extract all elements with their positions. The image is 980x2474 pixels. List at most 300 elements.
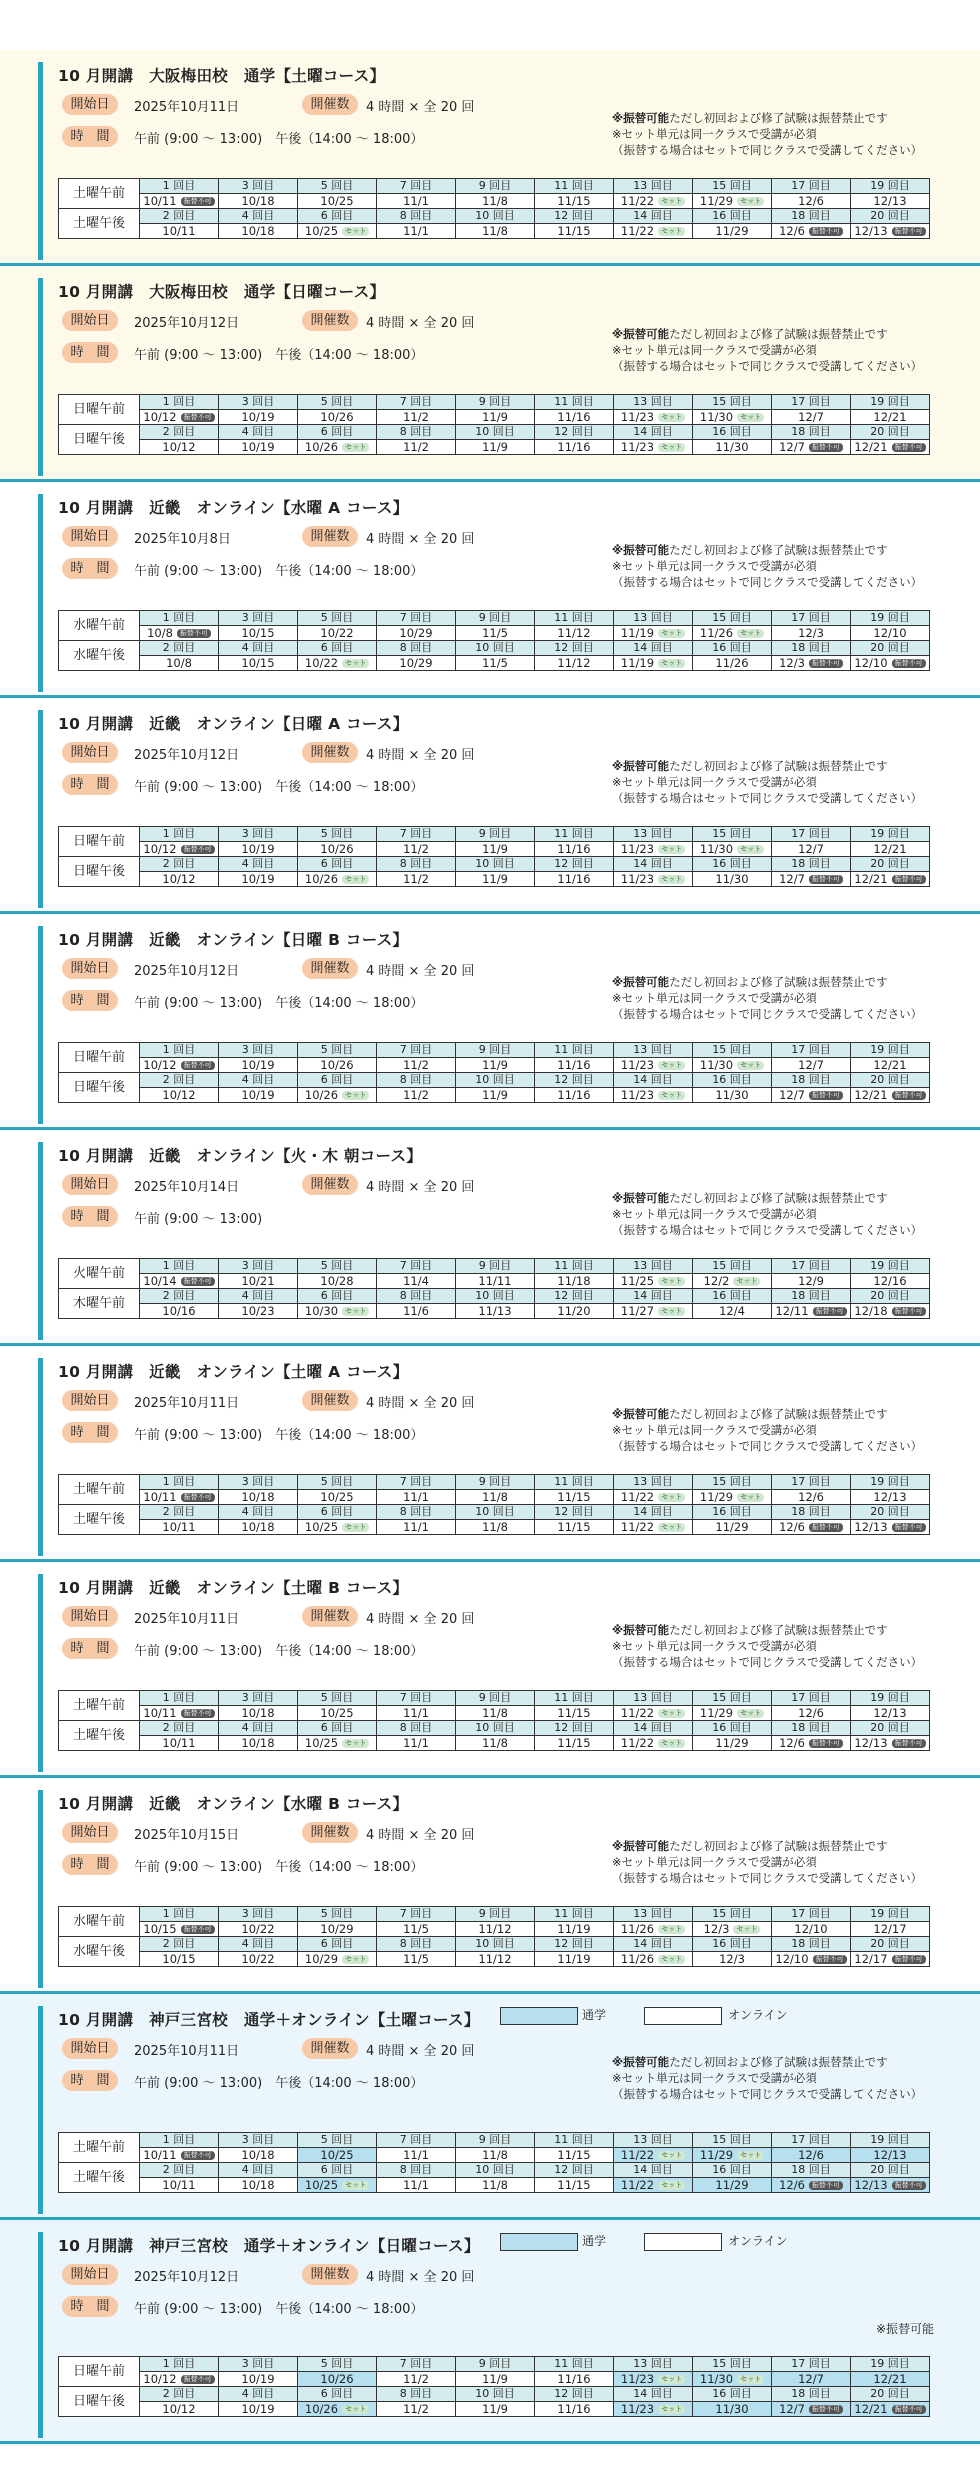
session-date-row <box>59 1304 930 1319</box>
legend-tsugaku-label: 通学 <box>582 2234 607 2248</box>
session-number: 14 回目 <box>614 857 693 872</box>
session-date: 11/30 <box>715 2402 749 2416</box>
session-number: 9 回目 <box>456 611 535 626</box>
set-badge: セット <box>342 1307 369 1316</box>
session-date-cell <box>456 1736 535 1751</box>
session-date-cell <box>614 626 693 641</box>
session-number: 7 回目 <box>377 1259 456 1274</box>
day-label: 日曜午後 <box>59 2387 140 2417</box>
session-number: 10 回目 <box>456 857 535 872</box>
count-label: 開催数 <box>302 526 358 547</box>
session-date: 11/29 <box>715 1520 749 1534</box>
session-date-cell <box>140 224 219 239</box>
session-date: 10/25 <box>304 1520 339 1534</box>
session-date-row <box>59 626 930 641</box>
session-date-cell <box>851 224 930 239</box>
session-number: 16 回目 <box>693 1289 772 1304</box>
session-number: 2 回目 <box>140 1289 219 1304</box>
session-date: 12/10 <box>873 626 907 640</box>
session-date: 10/19 <box>241 1058 275 1072</box>
session-date: 12/6 <box>779 1520 805 1534</box>
session-date: 10/19 <box>241 440 275 454</box>
session-date: 10/25 <box>304 2178 339 2192</box>
session-number: 4 回目 <box>219 857 298 872</box>
session-date: 10/18 <box>241 1490 275 1504</box>
session-date-cell <box>535 872 614 887</box>
session-number: 6 回目 <box>298 1505 377 1520</box>
session-number: 4 回目 <box>219 2163 298 2178</box>
session-number: 6 回目 <box>298 1289 377 1304</box>
day-label: 土曜午後 <box>59 209 140 239</box>
session-number: 18 回目 <box>772 1505 851 1520</box>
session-date: 11/29 <box>715 224 749 238</box>
session-date-row <box>59 1274 930 1289</box>
session-date-cell <box>693 1058 772 1073</box>
session-number: 14 回目 <box>614 425 693 440</box>
legend-tsugaku-swatch <box>500 2233 578 2251</box>
session-number: 11 回目 <box>535 179 614 194</box>
session-date-cell <box>456 872 535 887</box>
start-label: 開始日 <box>62 1822 118 1843</box>
session-number: 13 回目 <box>614 1907 693 1922</box>
session-date: 11/26 <box>715 656 749 670</box>
session-date-cell <box>219 2372 298 2387</box>
no-transfer-badge: 振替不可 <box>809 659 843 668</box>
note-line-1 <box>612 1838 922 1854</box>
session-number-row <box>59 425 930 440</box>
session-date-cell <box>614 440 693 455</box>
session-date-cell <box>693 872 772 887</box>
session-date: 12/21 <box>854 1088 888 1102</box>
session-date-cell <box>614 2148 693 2163</box>
session-number: 16 回目 <box>693 1937 772 1952</box>
time-value: 午前 (9:00 ～ 13:00) 午後（14:00 ～ 18:00） <box>134 348 424 363</box>
session-date-cell <box>298 842 377 857</box>
session-date-cell <box>377 1304 456 1319</box>
session-number: 14 回目 <box>614 1937 693 1952</box>
session-number: 11 回目 <box>535 2133 614 2148</box>
session-date-cell <box>219 872 298 887</box>
session-date: 10/25 <box>320 1490 354 1504</box>
session-number-row <box>59 1289 930 1304</box>
time-value: 午前 (9:00 ～ 13:00) 午後（14:00 ～ 18:00） <box>134 2302 424 2317</box>
session-number: 5 回目 <box>298 1259 377 1274</box>
session-date-cell <box>456 1304 535 1319</box>
count-value: 4 時間 × 全 20 回 <box>366 100 475 115</box>
session-number: 1 回目 <box>140 611 219 626</box>
session-date: 11/15 <box>557 2178 591 2192</box>
session-date: 12/7 <box>798 410 824 424</box>
session-number: 9 回目 <box>456 1043 535 1058</box>
session-date-cell <box>377 224 456 239</box>
count-label: 開催数 <box>302 958 358 979</box>
session-date: 12/6 <box>779 2178 805 2192</box>
session-number-row <box>59 1259 930 1274</box>
session-number: 18 回目 <box>772 1937 851 1952</box>
note-line-2: ※セット単元は同一クラスで受講が必須 <box>612 343 817 357</box>
session-number: 15 回目 <box>693 827 772 842</box>
session-date: 11/22 <box>620 1736 655 1750</box>
session-number: 2 回目 <box>140 641 219 656</box>
session-date-cell <box>535 1922 614 1937</box>
session-number: 10 回目 <box>456 1937 535 1952</box>
time-value: 午前 (9:00 ～ 13:00) 午後（14:00 ～ 18:00） <box>134 780 424 795</box>
session-number: 5 回目 <box>298 395 377 410</box>
session-date: 12/13 <box>854 1520 888 1534</box>
session-date-cell <box>377 2372 456 2387</box>
note-line-3: （振替する場合はセットで同じクラスで受講してください） <box>612 1655 923 1669</box>
session-date-cell <box>772 194 851 209</box>
session-number-row <box>59 179 930 194</box>
session-date: 11/9 <box>482 2402 508 2416</box>
session-date: 10/18 <box>241 1706 275 1720</box>
session-date: 11/16 <box>557 872 591 886</box>
course-section <box>0 1778 980 1994</box>
session-number: 4 回目 <box>219 641 298 656</box>
session-date-row <box>59 1736 930 1751</box>
start-date: 2025年10月14日 <box>134 1180 240 1195</box>
session-number: 1 回目 <box>140 395 219 410</box>
session-date: 11/30 <box>715 1088 749 1102</box>
count-label: 開催数 <box>302 1174 358 1195</box>
set-badge: セット <box>737 2375 764 2384</box>
session-date-cell <box>851 1952 930 1967</box>
session-number: 20 回目 <box>851 1505 930 1520</box>
day-label: 日曜午後 <box>59 425 140 455</box>
session-date: 11/23 <box>620 872 655 886</box>
session-date: 12/2 <box>703 1274 730 1288</box>
session-number: 9 回目 <box>456 179 535 194</box>
session-date-cell <box>456 842 535 857</box>
count-value: 4 時間 × 全 20 回 <box>366 1396 475 1411</box>
session-number: 20 回目 <box>851 2163 930 2178</box>
start-label: 開始日 <box>62 958 118 979</box>
session-date-cell <box>377 2148 456 2163</box>
session-number: 2 回目 <box>140 1721 219 1736</box>
session-number: 10 回目 <box>456 2387 535 2402</box>
course-section <box>0 914 980 1130</box>
rules-notes <box>612 2054 922 2102</box>
course-title: 10 月開講 大阪梅田校 通学【日曜コース】 <box>58 283 386 301</box>
time-value: 午前 (9:00 ～ 13:00) <box>134 1212 263 1227</box>
session-number: 3 回目 <box>219 2133 298 2148</box>
session-number-row <box>59 611 930 626</box>
session-date: 12/13 <box>873 2148 907 2162</box>
session-number: 8 回目 <box>377 2387 456 2402</box>
note-text: ただし初回および修了試験は振替禁止です <box>669 1191 888 1205</box>
session-number: 10 回目 <box>456 1073 535 1088</box>
course-title: 10 月開講 神戸三宮校 通学＋オンライン【日曜コース】 <box>58 2237 480 2255</box>
course-title: 10 月開講 大阪梅田校 通学【土曜コース】 <box>58 67 386 85</box>
session-number: 17 回目 <box>772 1475 851 1490</box>
session-date-cell <box>535 1274 614 1289</box>
session-date-cell <box>219 410 298 425</box>
count-value: 4 時間 × 全 20 回 <box>366 316 475 331</box>
session-date: 11/22 <box>620 224 655 238</box>
session-number: 16 回目 <box>693 1505 772 1520</box>
session-date: 12/3 <box>719 1952 745 1966</box>
legend-tsugaku-swatch <box>500 2007 578 2025</box>
session-date-cell <box>219 1922 298 1937</box>
session-date: 10/12 <box>143 410 177 424</box>
session-number: 19 回目 <box>851 1043 930 1058</box>
session-date-cell <box>140 1088 219 1103</box>
note-line-3: （振替する場合はセットで同じクラスで受講してください） <box>612 1223 923 1237</box>
session-number: 4 回目 <box>219 1721 298 1736</box>
note-line-1 <box>612 1622 922 1638</box>
session-number: 8 回目 <box>377 1937 456 1952</box>
schedule-table <box>58 1690 930 1751</box>
time-value: 午前 (9:00 ～ 13:00) 午後（14:00 ～ 18:00） <box>134 2076 424 2091</box>
session-date-cell <box>851 2178 930 2193</box>
session-date-cell <box>614 1304 693 1319</box>
session-date-cell <box>772 440 851 455</box>
note-line-1 <box>612 542 922 558</box>
session-date: 12/6 <box>779 224 805 238</box>
session-number: 6 回目 <box>298 2163 377 2178</box>
session-date: 11/30 <box>715 440 749 454</box>
session-date-cell <box>140 842 219 857</box>
session-number: 4 回目 <box>219 209 298 224</box>
session-number: 13 回目 <box>614 611 693 626</box>
session-date: 11/23 <box>620 2372 655 2386</box>
session-number-row <box>59 395 930 410</box>
session-date: 11/23 <box>620 842 655 856</box>
schedule-table <box>58 178 930 239</box>
session-date: 10/12 <box>143 1058 177 1072</box>
session-date-cell <box>219 440 298 455</box>
rules-notes <box>612 110 922 158</box>
session-date: 12/3 <box>779 656 805 670</box>
session-number: 3 回目 <box>219 1691 298 1706</box>
session-date-row <box>59 872 930 887</box>
session-date-cell <box>456 2402 535 2417</box>
session-date-cell <box>772 1058 851 1073</box>
session-date-row <box>59 1706 930 1721</box>
note-line-1 <box>612 974 922 990</box>
session-date: 10/22 <box>320 626 354 640</box>
session-date-row <box>59 1922 930 1937</box>
session-date: 11/12 <box>478 1922 512 1936</box>
course-section <box>0 1994 980 2220</box>
section-accent-bar <box>38 1358 43 1556</box>
set-badge: セット <box>658 443 685 452</box>
session-date-cell <box>851 1520 930 1535</box>
session-number: 1 回目 <box>140 1475 219 1490</box>
session-date: 11/4 <box>403 1274 429 1288</box>
session-date-cell <box>456 2372 535 2387</box>
session-number-row <box>59 1721 930 1736</box>
session-date: 11/16 <box>557 2402 591 2416</box>
session-date: 11/16 <box>557 1058 591 1072</box>
session-number: 11 回目 <box>535 1259 614 1274</box>
session-number: 3 回目 <box>219 1475 298 1490</box>
note-text: ただし初回および修了試験は振替禁止です <box>669 543 888 557</box>
session-date-cell <box>456 1058 535 1073</box>
session-date: 10/25 <box>320 194 354 208</box>
session-number: 9 回目 <box>456 2357 535 2372</box>
session-date: 12/21 <box>873 1058 907 1072</box>
note-line-1 <box>612 1406 922 1422</box>
session-number: 1 回目 <box>140 827 219 842</box>
session-number: 9 回目 <box>456 395 535 410</box>
session-date: 10/12 <box>162 872 196 886</box>
set-badge: セット <box>658 659 685 668</box>
session-date: 11/29 <box>715 2178 749 2192</box>
note-line-2: ※セット単元は同一クラスで受講が必須 <box>612 2071 817 2085</box>
session-number: 2 回目 <box>140 209 219 224</box>
no-transfer-badge: 振替不可 <box>892 659 926 668</box>
set-badge: セット <box>342 875 369 884</box>
course-section <box>0 266 980 482</box>
session-date-cell <box>456 1520 535 1535</box>
session-date: 10/18 <box>241 1736 275 1750</box>
session-date-cell <box>693 1304 772 1319</box>
session-date: 11/23 <box>620 1088 655 1102</box>
session-date: 10/19 <box>241 2372 275 2386</box>
session-number: 18 回目 <box>772 2387 851 2402</box>
session-date-cell <box>614 842 693 857</box>
session-date-cell <box>693 1490 772 1505</box>
session-date-cell <box>298 872 377 887</box>
legend-online-swatch <box>644 2233 722 2251</box>
session-number: 17 回目 <box>772 2133 851 2148</box>
course-title: 10 月開講 神戸三宮校 通学＋オンライン【土曜コース】 <box>58 2011 480 2029</box>
session-date: 12/16 <box>873 1274 907 1288</box>
session-date: 12/13 <box>854 224 888 238</box>
session-date-cell <box>693 224 772 239</box>
session-date-cell <box>772 842 851 857</box>
session-date-cell <box>456 626 535 641</box>
session-number: 14 回目 <box>614 1505 693 1520</box>
session-date-cell <box>535 656 614 671</box>
session-number: 5 回目 <box>298 1907 377 1922</box>
set-badge: セット <box>658 1925 685 1934</box>
session-date: 10/11 <box>162 1520 196 1534</box>
session-date: 10/15 <box>241 656 275 670</box>
session-date-cell <box>456 224 535 239</box>
session-date-row <box>59 2402 930 2417</box>
no-transfer-badge: 振替不可 <box>813 1307 847 1316</box>
session-date: 11/20 <box>557 1304 591 1318</box>
session-date-cell <box>377 410 456 425</box>
session-date: 11/29 <box>699 1490 734 1504</box>
session-date: 11/1 <box>403 1736 429 1750</box>
note-line-2: ※セット単元は同一クラスで受講が必須 <box>612 1639 817 1653</box>
set-badge: セット <box>658 2151 685 2160</box>
session-date: 10/25 <box>320 2148 354 2162</box>
session-date: 10/8 <box>147 626 173 640</box>
session-date-cell <box>456 1274 535 1289</box>
session-date-cell <box>298 1520 377 1535</box>
set-badge: セット <box>658 1307 685 1316</box>
start-date: 2025年10月11日 <box>134 100 240 115</box>
session-date: 12/7 <box>798 1058 824 1072</box>
session-date: 12/4 <box>719 1304 745 1318</box>
session-date-cell <box>851 1736 930 1751</box>
session-number: 16 回目 <box>693 1073 772 1088</box>
session-date: 11/30 <box>699 842 734 856</box>
session-date: 11/30 <box>699 410 734 424</box>
session-date-cell <box>535 224 614 239</box>
session-date: 12/3 <box>798 626 824 640</box>
session-date-cell <box>614 410 693 425</box>
session-date: 11/8 <box>482 2178 508 2192</box>
session-date-cell <box>377 656 456 671</box>
session-date-cell <box>535 2178 614 2193</box>
session-date-cell <box>851 1304 930 1319</box>
course-section <box>0 50 980 266</box>
session-number: 12 回目 <box>535 209 614 224</box>
session-date: 11/29 <box>715 1736 749 1750</box>
no-transfer-badge: 振替不可 <box>813 1955 847 1964</box>
session-number-row <box>59 1691 930 1706</box>
session-number: 16 回目 <box>693 857 772 872</box>
session-date-cell <box>772 1706 851 1721</box>
session-number: 3 回目 <box>219 1907 298 1922</box>
section-accent-bar <box>38 278 43 476</box>
session-date-cell <box>693 626 772 641</box>
session-date: 11/25 <box>620 1274 655 1288</box>
schedule-table <box>58 1042 930 1103</box>
session-date-cell <box>140 1922 219 1937</box>
session-date-cell <box>693 410 772 425</box>
session-date-cell <box>535 626 614 641</box>
start-date: 2025年10月11日 <box>134 2044 240 2059</box>
session-date-cell <box>693 1922 772 1937</box>
set-badge: セット <box>658 1277 685 1286</box>
session-number: 13 回目 <box>614 2357 693 2372</box>
start-date: 2025年10月12日 <box>134 316 240 331</box>
session-number: 6 回目 <box>298 1721 377 1736</box>
time-value: 午前 (9:00 ～ 13:00) 午後（14:00 ～ 18:00） <box>134 1860 424 1875</box>
session-number-row <box>59 2357 930 2372</box>
session-date: 11/19 <box>557 1922 591 1936</box>
session-number: 8 回目 <box>377 2163 456 2178</box>
session-date: 10/12 <box>143 842 177 856</box>
session-number: 5 回目 <box>298 179 377 194</box>
section-accent-bar <box>38 1142 43 1340</box>
session-date: 12/17 <box>854 1952 888 1966</box>
session-date-cell <box>693 1736 772 1751</box>
start-date: 2025年10月12日 <box>134 2270 240 2285</box>
rules-notes <box>612 1838 922 1886</box>
session-number: 15 回目 <box>693 611 772 626</box>
session-date: 12/6 <box>779 1736 805 1750</box>
session-number: 19 回目 <box>851 827 930 842</box>
session-date-cell <box>535 2402 614 2417</box>
session-date-cell <box>772 1088 851 1103</box>
session-date: 12/21 <box>854 872 888 886</box>
session-date: 11/16 <box>557 410 591 424</box>
session-date-cell <box>693 2372 772 2387</box>
session-date: 11/29 <box>699 194 734 208</box>
session-date: 10/26 <box>304 2402 339 2416</box>
session-number: 7 回目 <box>377 1907 456 1922</box>
set-badge: セット <box>658 2405 685 2414</box>
session-number: 8 回目 <box>377 1505 456 1520</box>
session-number: 9 回目 <box>456 2133 535 2148</box>
session-date: 11/2 <box>403 410 429 424</box>
set-badge: セット <box>342 2181 369 2190</box>
session-date: 12/3 <box>703 1922 730 1936</box>
count-value: 4 時間 × 全 20 回 <box>366 1180 475 1195</box>
session-number: 10 回目 <box>456 425 535 440</box>
day-label: 火曜午前 <box>59 1259 140 1289</box>
session-date-row <box>59 656 930 671</box>
session-date-cell <box>535 1304 614 1319</box>
session-number: 15 回目 <box>693 1043 772 1058</box>
